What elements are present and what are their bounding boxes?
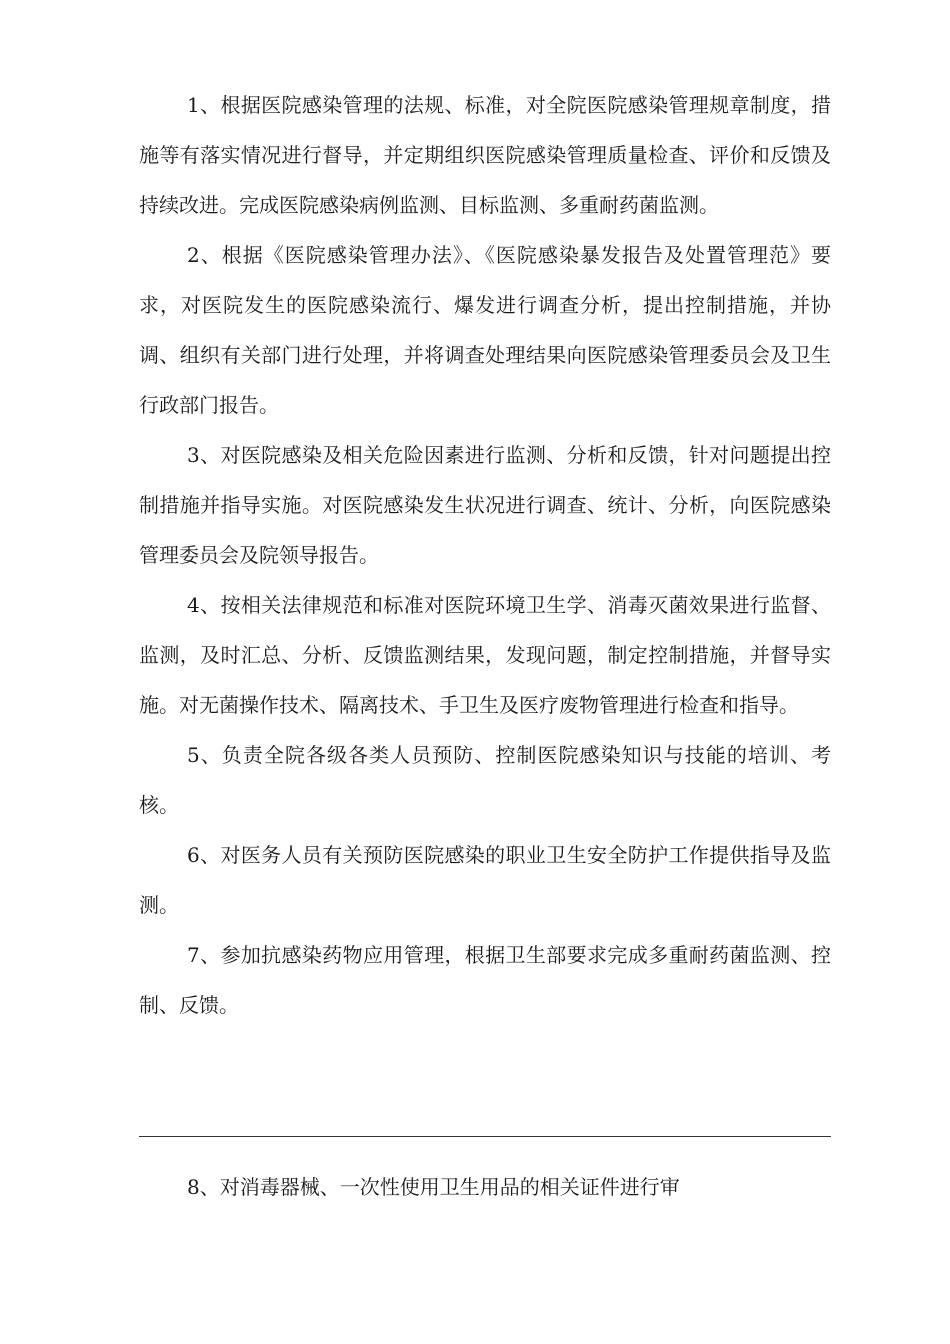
paragraph-5: 5、负责全院各级各类人员预防、控制医院感染知识与技能的培训、考核。 [139, 743, 831, 817]
paragraph-8: 8、对消毒器械、一次性使用卫生用品的相关证件进行审 [187, 1175, 680, 1199]
paragraph-4: 4、按相关法律规范和标准对医院环境卫生学、消毒灭菌效果进行监督、监测，及时汇总、分析、反馈监测结果，发现问题，制定控制措施，并督导实施。对无菌操作技术、隔离技术、手卫生及医疗废物管理进行检查和指导。 [139, 593, 831, 717]
paragraph-2: 2、根据《医院感染管理办法》、《医院感染暴发报告及处置管理范》要求，对医院发生的医院感染流行、爆发进行调查分析，提出控制措施，并协调、组织有关部门进行处理，并将调查处理结果向医院感染管理委员会及卫生行政部门报告。 [139, 243, 831, 417]
paragraph-3: 3、对医院感染及相关危险因素进行监测、分析和反馈，针对问题提出控制措施并指导实施。对医院感染发生状况进行调查、统计、分析，向医院感染管理委员会及院领导报告。 [139, 443, 831, 567]
horizontal-divider [139, 1136, 831, 1137]
paragraph-6: 6、对医务人员有关预防医院感染的职业卫生安全防护工作提供指导及监测。 [139, 843, 831, 917]
paragraph-1: 1、根据医院感染管理的法规、标准，对全院医院感染管理规章制度，措施等有落实情况进行督导，并定期组织医院感染管理质量检查、评价和反馈及持续改进。完成医院感染病例监测、目标监测、多重耐药菌监测。 [139, 93, 831, 217]
paragraph-7: 7、参加抗感染药物应用管理，根据卫生部要求完成多重耐药菌监测、控制、反馈。 [139, 943, 831, 1017]
document-body [139, 80, 831, 1030]
